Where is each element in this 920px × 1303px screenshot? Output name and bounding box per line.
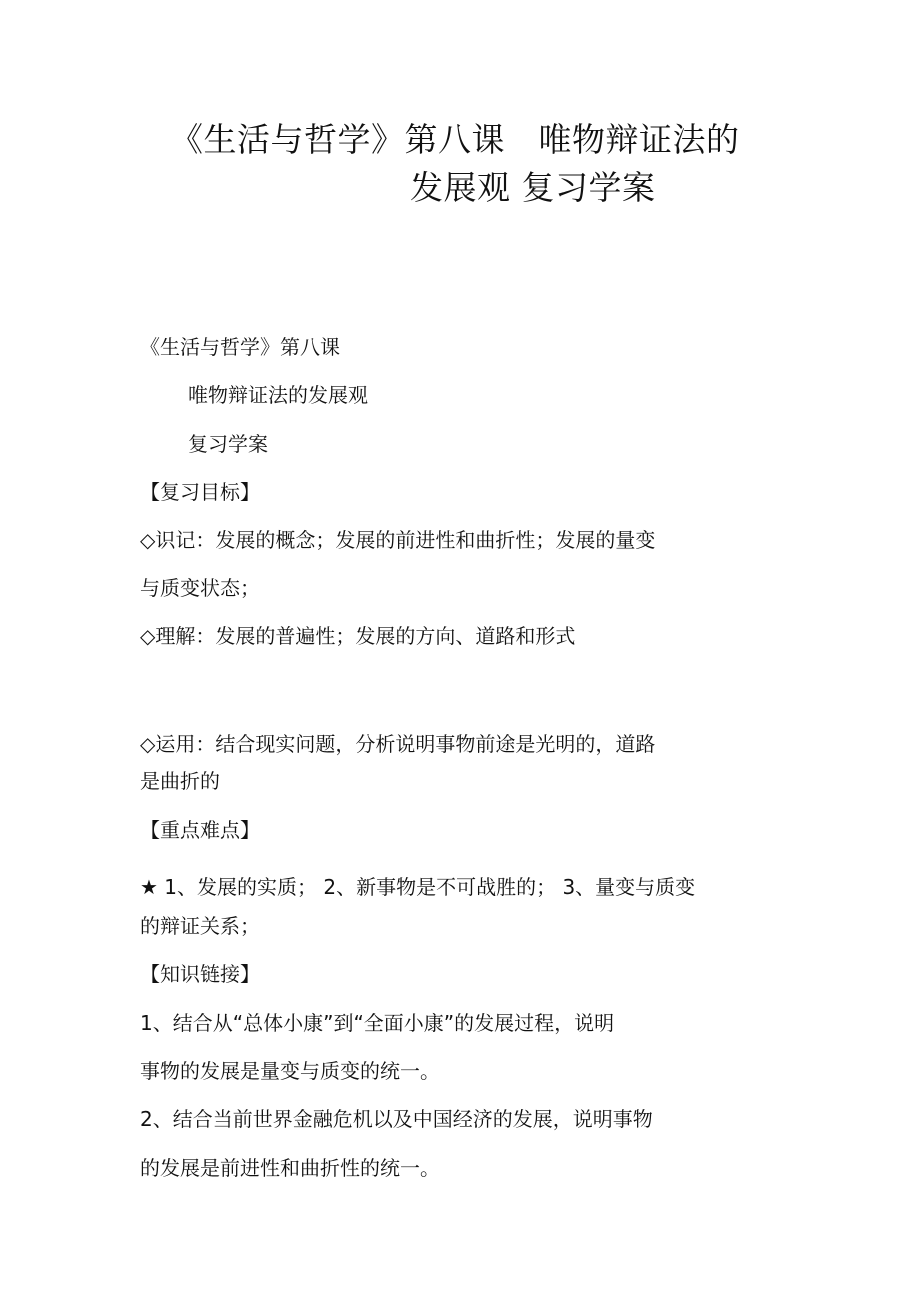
knowledge-link-line: 的发展是前进性和曲折性的统一。 — [140, 1156, 440, 1180]
section-heading-knowledge-links: 【知识链接】 — [140, 962, 260, 986]
knowledge-link-line: 2、结合当前世界金融危机以及中国经济的发展，说明事物 — [140, 1107, 653, 1131]
goal-apply-line: ◇运用：结合现实问题，分析说明事物前途是光明的，道路 — [140, 732, 656, 756]
section-heading-review-goals: 【复习目标】 — [140, 480, 260, 504]
knowledge-link-line: 事物的发展是量变与质变的统一。 — [140, 1059, 440, 1083]
goal-memorize-line: 与质变状态； — [140, 576, 260, 600]
subtitle-line: 《生活与哲学》第八课 — [140, 335, 340, 359]
subtitle-line: 复习学案 — [188, 432, 268, 456]
goal-memorize-line: ◇识记：发展的概念；发展的前进性和曲折性；发展的量变 — [140, 528, 656, 552]
goal-apply-line: 是曲折的 — [140, 769, 220, 793]
goal-understand-line: ◇理解：发展的普遍性；发展的方向、道路和形式 — [140, 624, 576, 648]
document-title-line-2: 发展观 复习学案 — [410, 168, 656, 207]
subtitle-line: 唯物辩证法的发展观 — [188, 383, 368, 407]
knowledge-link-line: 1、结合从“总体小康”到“全面小康”的发展过程，说明 — [140, 1011, 615, 1035]
key-points-line: ★ 1、发展的实质； 2、新事物是不可战胜的； 3、量变与质变 — [140, 875, 696, 899]
section-heading-key-points: 【重点难点】 — [140, 818, 260, 842]
key-points-line: 的辩证关系； — [140, 914, 260, 938]
document-title-line-1: 《生活与哲学》第八课 唯物辩证法的 — [170, 120, 740, 159]
